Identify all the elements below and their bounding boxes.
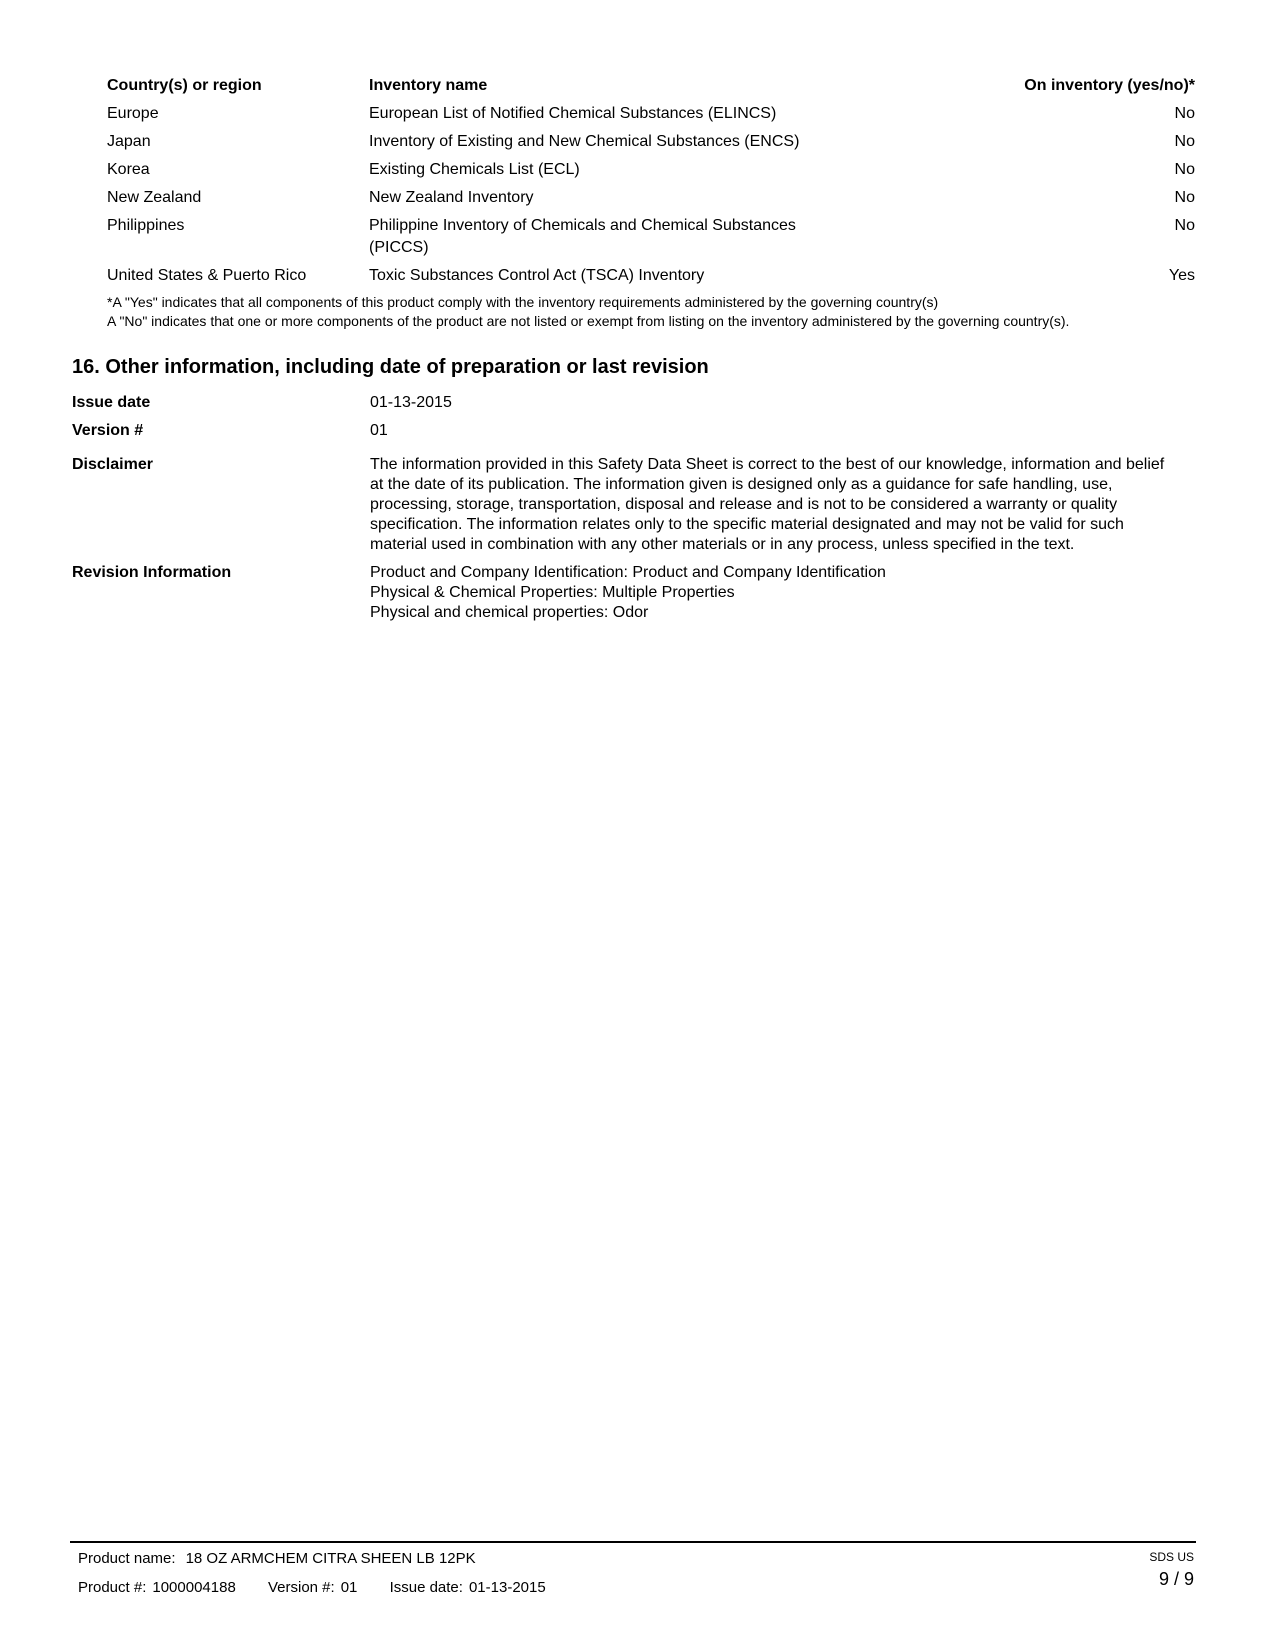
issue-date-value: 01-13-2015 <box>370 394 452 411</box>
row-inventory-name: Inventory of Existing and New Chemical Substances (ENCS) <box>369 133 800 150</box>
footnote-yes-definition: *A "Yes" indicates that all components of this product comply with the inventory requirements administered by the governing country(s) <box>107 294 939 310</box>
table-row <box>107 159 1195 181</box>
revision-information-row <box>72 563 1195 623</box>
page-number-indicator: 9 / 9 <box>1158 1569 1194 1589</box>
footer-product-name-value: 18 OZ ARMCHEM CITRA SHEEN LB 12PK <box>185 1550 476 1567</box>
version-row <box>72 421 1195 441</box>
footer-left <box>70 1549 574 1598</box>
row-status: No <box>1174 189 1195 206</box>
footer-product-number <box>78 1579 236 1596</box>
row-inventory-name: New Zealand Inventory <box>369 189 534 206</box>
row-status: No <box>1174 217 1195 234</box>
row-status: No <box>1174 133 1195 150</box>
footer-issue-date-value: 01-13-2015 <box>468 1579 546 1596</box>
footer-product-name-line <box>78 1549 574 1569</box>
row-country: Japan <box>107 133 151 150</box>
revision-line: Physical and chemical properties: Odor <box>370 604 649 621</box>
table-row <box>107 215 1195 259</box>
footer-issue-date-label: Issue date: <box>389 1579 463 1596</box>
footer-product-name-label: Product name: <box>78 1550 176 1567</box>
row-inventory-name: Philippine Inventory of Chemicals and Chemical Substances (PICCS) <box>369 217 796 256</box>
row-inventory-name: Toxic Substances Control Act (TSCA) Inventory <box>369 267 705 284</box>
page-content <box>72 75 1195 631</box>
disclaimer-label: Disclaimer <box>72 456 153 473</box>
table-row <box>107 265 1195 287</box>
footer-right <box>1149 1549 1196 1590</box>
footer-issue-date <box>390 1579 546 1596</box>
table-row <box>107 103 1195 125</box>
version-label: Version # <box>72 422 144 439</box>
row-country: Korea <box>107 161 150 178</box>
footnote-no-definition: A "No" indicates that one or more components of the product are not listed or exempt from listing on the inventory administered by the governing country(s). <box>107 313 1070 329</box>
row-country: New Zealand <box>107 189 202 206</box>
disclaimer-row <box>72 455 1195 555</box>
footer-product-number-value: 1000004188 <box>152 1579 236 1596</box>
table-row <box>107 187 1195 209</box>
issue-date-row <box>72 393 1195 413</box>
table-row <box>107 131 1195 153</box>
row-inventory-name: Existing Chemicals List (ECL) <box>369 161 580 178</box>
revision-information-label: Revision Information <box>72 564 232 581</box>
issue-date-label: Issue date <box>72 394 151 411</box>
inventory-table <box>107 75 1195 287</box>
footer-product-meta-line <box>78 1578 574 1598</box>
revision-line: Physical & Chemical Properties: Multiple Properties <box>370 584 735 601</box>
column-header-inventory-name: Inventory name <box>369 77 488 94</box>
footer-product-number-label: Product #: <box>78 1579 147 1596</box>
footer-version <box>268 1579 357 1596</box>
row-country: United States & Puerto Rico <box>107 267 307 284</box>
version-value: 01 <box>370 422 388 439</box>
row-status: No <box>1174 161 1195 178</box>
row-status: Yes <box>1168 267 1195 284</box>
sds-region-label: SDS US <box>1149 1550 1194 1564</box>
revision-line: Product and Company Identification: Product and Company Identification <box>370 564 886 581</box>
page-footer <box>70 1541 1196 1598</box>
section-16-heading: 16. Other information, including date of preparation or last revision <box>72 356 709 378</box>
row-status: No <box>1174 105 1195 122</box>
row-inventory-name: European List of Notified Chemical Substances (ELINCS) <box>369 105 777 122</box>
footer-version-label: Version #: <box>267 1579 335 1596</box>
inventory-table-header-row <box>107 75 1195 97</box>
footer-version-value: 01 <box>340 1579 358 1596</box>
inventory-footnote <box>107 293 1162 331</box>
row-country: Europe <box>107 105 159 122</box>
row-country: Philippines <box>107 217 185 234</box>
column-header-country: Country(s) or region <box>107 77 262 94</box>
revision-information-text <box>370 563 1170 623</box>
column-header-on-inventory: On inventory (yes/no)* <box>1024 77 1195 94</box>
disclaimer-text: The information provided in this Safety Data Sheet is correct to the best of our knowledge, information and belief at the date of its publication. The information given is designed only as a guidance for safe handling, use, processing, storage, transportation, disposal and release and is not to be considered a warranty or quality specification. The information relates only to the specific material designated and may not be valid for such material used in combination with any other materials or in any process, unless specified in the text. <box>370 456 1165 553</box>
section-16-fields <box>72 393 1195 623</box>
